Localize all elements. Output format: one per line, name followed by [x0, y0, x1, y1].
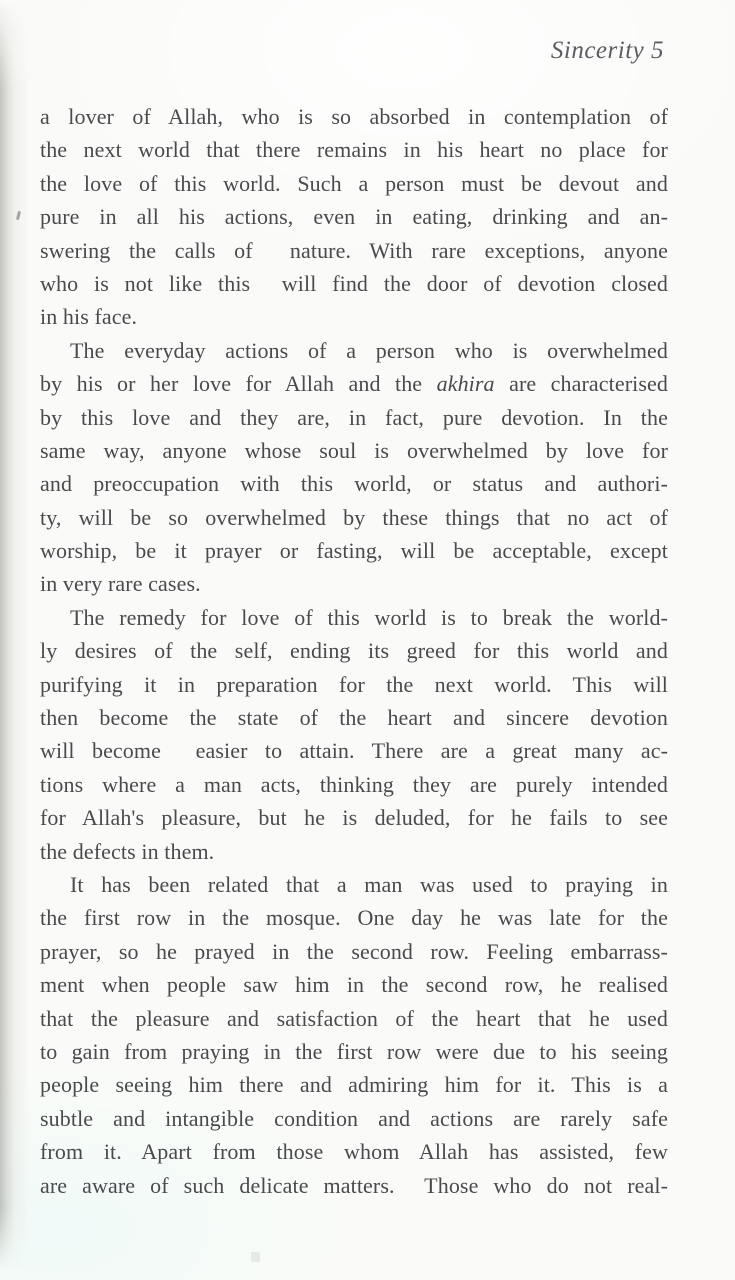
text-line: a lover of Allah, who is so absorbed in contemplation of: [40, 104, 668, 129]
text-line: that the pleasure and satisfaction of the heart that he used: [40, 1005, 668, 1031]
running-header: [40, 34, 664, 68]
text-line: by this love and they are, in fact, pure devotion. In the: [40, 404, 668, 430]
text-line: from it. Apart from those whom Allah has assisted, few: [40, 1139, 668, 1165]
text-line: who is not like this will find the door of devotion closed: [40, 270, 668, 296]
text-line: people seeing him there and admiring him for it. This is a: [40, 1072, 668, 1098]
text-line: ly desires of the self, ending its greed for this world and: [40, 638, 668, 664]
text-line: in his face.: [40, 304, 138, 330]
text-line: The everyday actions of a person who is overwhelmed: [70, 337, 668, 363]
text-line: The remedy for love of this world is to break the world-: [70, 604, 668, 630]
scan-speck-bottom: [251, 1252, 260, 1262]
text-line: pure in all his actions, even in eating, drinking and an-: [40, 204, 668, 230]
text-line: are aware of such delicate matters. Those who do not real-: [40, 1172, 668, 1198]
text-line: and preoccupation with this world, or status and authori-: [40, 471, 668, 497]
text-line: the first row in the mosque. One day he was late for the: [40, 905, 668, 931]
text-line: to gain from praying in the first row were due to his seeing: [40, 1038, 668, 1064]
text-line: by his or her love for Allah and the akhira are characterised: [40, 371, 668, 397]
text-line: the love of this world. Such a person must be devout and: [40, 170, 668, 196]
text-line: It has been related that a man was used to praying in: [70, 871, 668, 897]
text-line: purifying it in preparation for the next world. This will: [40, 671, 668, 697]
text-line: then become the state of the heart and sincere devotion: [40, 705, 668, 731]
text-line: prayer, so he prayed in the second row. Feeling embarrass-: [40, 938, 668, 964]
text-line: the defects in them.: [40, 838, 215, 864]
text-line: swering the calls of nature. With rare exceptions, anyone: [40, 237, 668, 263]
text-line: in very rare cases.: [40, 571, 201, 597]
text-line: worship, be it prayer or fasting, will be acceptable, except: [40, 538, 668, 564]
text-line: ty, will be so overwhelmed by these things that no act of: [40, 504, 668, 530]
text-line: subtle and intangible condition and actions are rarely safe: [40, 1105, 668, 1131]
body-text: [40, 100, 668, 1202]
left-edge-scan-shadow: [0, 0, 30, 1280]
running-header-title: Sincerity 5: [550, 37, 664, 64]
text-line: ment when people saw him in the second row, he realised: [40, 972, 668, 998]
text-line: the next world that there remains in his heart no place for: [40, 137, 668, 163]
text-line: will become easier to attain. There are a great many ac-: [40, 738, 668, 764]
text-line: tions where a man acts, thinking they are purely intended: [40, 771, 668, 797]
text-line: same way, anyone whose soul is overwhelmed by love for: [40, 437, 668, 463]
text-line: for Allah's pleasure, but he is deluded, for he fails to see: [40, 805, 668, 831]
